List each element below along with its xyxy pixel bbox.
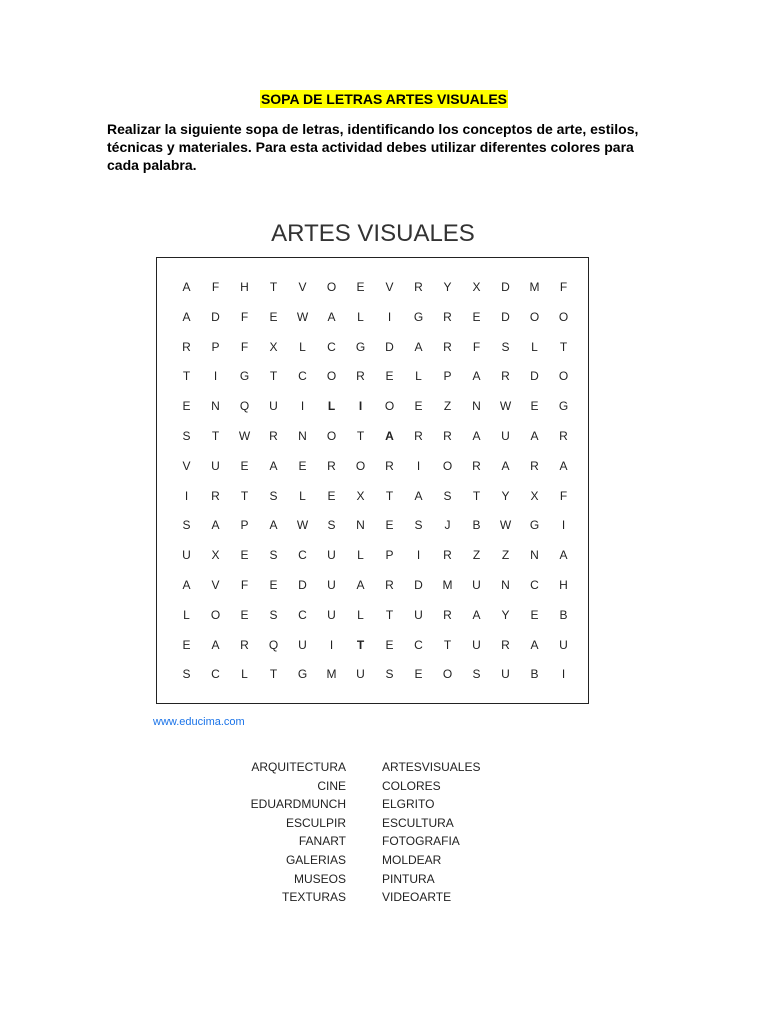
grid-letter: W	[296, 309, 309, 324]
grid-letter: R	[530, 458, 539, 473]
grid-letter: T	[269, 369, 278, 384]
worksheet-heading-text: SOPA DE LETRAS ARTES VISUALES	[260, 91, 508, 107]
grid-letter: L	[183, 607, 190, 622]
grid-letter: C	[211, 667, 220, 682]
grid-letter: I	[561, 518, 566, 533]
grid-letter: A	[501, 458, 510, 473]
grid-letter: O	[210, 607, 221, 622]
grid-letter: O	[326, 428, 337, 443]
grid-letter: H	[240, 280, 249, 294]
grid-letter: U	[356, 667, 365, 682]
grid-letter: R	[414, 428, 423, 443]
grid-letter: A	[530, 428, 539, 443]
grid-letter: S	[269, 548, 278, 563]
grid-letter: Y	[443, 280, 452, 294]
grid-letter: R	[182, 339, 191, 354]
grid-letter: U	[211, 458, 220, 473]
grid-letter: A	[269, 458, 278, 473]
grid-letter: A	[356, 577, 365, 592]
grid-letter: G	[413, 309, 424, 324]
puzzle-title: ARTES VISUALES	[271, 220, 475, 247]
grid-letter: N	[356, 518, 365, 533]
grid-letter: I	[358, 399, 363, 414]
grid-letter: A	[211, 518, 220, 533]
word-list-item: VIDEOARTE	[382, 890, 452, 905]
grid-letter: F	[559, 280, 568, 294]
grid-letter: L	[357, 548, 364, 563]
grid-letter: E	[530, 399, 539, 414]
grid-letter: F	[240, 309, 249, 324]
grid-letter: I	[387, 309, 392, 324]
grid-letter: P	[385, 548, 394, 563]
grid-letter: U	[327, 548, 336, 563]
grid-letter: D	[385, 339, 394, 354]
grid-letter: I	[184, 488, 189, 503]
grid-letter: R	[385, 458, 394, 473]
grid-letter: T	[472, 488, 481, 503]
grid-letter: N	[530, 548, 539, 563]
grid-letter: E	[385, 637, 394, 652]
grid-letter: C	[530, 577, 539, 592]
grid-letter: E	[269, 577, 278, 592]
grid-letter: E	[472, 309, 481, 324]
instructions-text: Realizar la siguiente sopa de letras, identificando los conceptos de arte, estilos, técnicas y materiales. Para esta actividad debes utilizar diferentes colores para cada palabra.	[107, 121, 639, 173]
grid-letter: R	[385, 577, 394, 592]
grid-letter: E	[356, 280, 365, 294]
grid-letter: E	[240, 548, 249, 563]
grid-letter: G	[239, 369, 250, 384]
grid-letter: O	[384, 399, 395, 414]
grid-letter: U	[414, 607, 423, 622]
grid-letter: P	[443, 369, 452, 384]
grid-letter: I	[329, 637, 334, 652]
grid-letter: D	[501, 280, 510, 294]
grid-letter: V	[298, 280, 307, 294]
grid-letter: H	[559, 577, 568, 592]
grid-letter: R	[559, 428, 568, 443]
grid-letter: E	[182, 637, 191, 652]
grid-letter: O	[326, 369, 337, 384]
grid-letter: B	[472, 518, 481, 533]
grid-letter: L	[299, 488, 306, 503]
grid-letter: F	[472, 339, 481, 354]
grid-letter: L	[415, 369, 422, 384]
grid-letter: W	[499, 518, 512, 533]
grid-letter: C	[298, 607, 307, 622]
grid-letter: E	[240, 458, 249, 473]
word-list-item: MUSEOS	[293, 871, 346, 886]
grid-letter: O	[326, 280, 337, 294]
website-link[interactable]: www.educima.com	[153, 716, 245, 728]
word-list-item: CINE	[317, 778, 346, 793]
grid-letter: R	[240, 637, 249, 652]
grid-letter: I	[300, 399, 305, 414]
word-list-item: PINTURA	[382, 871, 435, 886]
grid-letter: R	[443, 607, 452, 622]
grid-letter: S	[385, 667, 394, 682]
grid-letter: X	[356, 488, 365, 503]
grid-letter: I	[213, 369, 218, 384]
grid-letter: R	[356, 369, 365, 384]
grid-letter: S	[501, 339, 510, 354]
grid-letter: V	[385, 280, 394, 294]
grid-letter: S	[472, 667, 481, 682]
grid-letter: S	[182, 428, 191, 443]
grid-letter: C	[298, 548, 307, 563]
grid-letter: F	[240, 339, 249, 354]
grid-letter: T	[269, 667, 278, 682]
grid-letter: T	[211, 428, 220, 443]
grid-letter: F	[211, 280, 220, 294]
grid-letter: A	[414, 488, 423, 503]
grid-letter: Q	[239, 399, 250, 414]
grid-letter: E	[327, 488, 336, 503]
grid-letter: W	[499, 399, 512, 414]
grid-letter: M	[326, 667, 337, 682]
grid-letter: R	[443, 428, 452, 443]
grid-letter: T	[559, 339, 568, 354]
grid-letter: G	[355, 339, 366, 354]
grid-letter: O	[442, 458, 453, 473]
word-list-item: TEXTURAS	[281, 890, 346, 905]
grid-letter: U	[327, 607, 336, 622]
word-list-item: GALERIAS	[285, 852, 346, 867]
grid-letter: G	[558, 399, 569, 414]
grid-letter: A	[414, 339, 423, 354]
grid-letter: O	[558, 309, 569, 324]
grid-letter: W	[296, 518, 309, 533]
grid-letter: C	[414, 637, 423, 652]
grid-letter: L	[327, 399, 336, 414]
grid-letter: Z	[443, 399, 452, 414]
grid-letter: A	[182, 309, 191, 324]
grid-letter: S	[327, 518, 336, 533]
grid-letter: X	[530, 488, 539, 503]
grid-letter: I	[416, 548, 421, 563]
grid-letter: V	[211, 577, 220, 592]
grid-letter: U	[298, 637, 307, 652]
grid-letter: M	[529, 280, 540, 294]
grid-letter: E	[269, 309, 278, 324]
grid-letter: D	[530, 369, 539, 384]
grid-letter: U	[501, 428, 510, 443]
grid-letter: M	[442, 577, 453, 592]
grid-letter: D	[298, 577, 307, 592]
grid-letter: S	[269, 607, 278, 622]
grid-letter: B	[559, 607, 568, 622]
grid-letter: A	[211, 637, 220, 652]
grid-letter: O	[355, 458, 366, 473]
grid-letter: T	[385, 488, 394, 503]
grid-letter: Y	[501, 488, 510, 503]
word-search-grid	[172, 273, 578, 690]
grid-letter: R	[443, 548, 452, 563]
worksheet-heading	[0, 91, 768, 109]
word-list-item: ELGRITO	[382, 797, 435, 812]
grid-letter: J	[444, 518, 451, 533]
grid-letter: A	[559, 548, 568, 563]
grid-letter: G	[297, 667, 308, 682]
grid-letter: T	[443, 637, 452, 652]
grid-letter: T	[269, 280, 278, 294]
grid-letter: O	[442, 667, 453, 682]
grid-letter: N	[211, 399, 220, 414]
grid-letter: A	[472, 607, 481, 622]
grid-letter: N	[298, 428, 307, 443]
grid-letter: L	[357, 309, 364, 324]
grid-letter: Z	[472, 548, 481, 563]
word-list-item: EDUARDMUNCH	[250, 797, 346, 812]
word-list-item: ARQUITECTURA	[251, 760, 346, 774]
grid-letter: X	[269, 339, 278, 354]
grid-letter: E	[414, 667, 423, 682]
grid-letter: C	[327, 339, 336, 354]
grid-letter: E	[182, 399, 191, 414]
grid-letter: T	[356, 428, 365, 443]
grid-letter: P	[240, 518, 249, 533]
grid-letter: B	[530, 667, 539, 682]
grid-letter: T	[240, 488, 249, 503]
grid-letter: N	[472, 399, 481, 414]
word-list-item: FOTOGRAFIA	[382, 834, 460, 849]
grid-letter: D	[211, 309, 220, 324]
grid-letter: F	[559, 488, 568, 503]
grid-letter: E	[385, 369, 394, 384]
grid-letter: T	[356, 637, 365, 652]
grid-letter: U	[472, 637, 481, 652]
grid-letter: A	[182, 577, 191, 592]
grid-letter: E	[414, 399, 423, 414]
grid-letter: S	[182, 518, 191, 533]
grid-letter: X	[211, 548, 220, 563]
grid-letter: D	[414, 577, 423, 592]
grid-letter: Z	[501, 548, 510, 563]
grid-letter: P	[211, 339, 220, 354]
grid-letter: S	[443, 488, 452, 503]
grid-letter: L	[357, 607, 364, 622]
grid-letter: V	[182, 458, 191, 473]
word-list-item: COLORES	[382, 778, 441, 793]
grid-letter: A	[182, 280, 191, 294]
grid-letter: L	[299, 339, 306, 354]
grid-letter: R	[501, 637, 510, 652]
word-list-item: ARTESVISUALES	[382, 760, 481, 774]
grid-letter: E	[530, 607, 539, 622]
grid-letter: A	[472, 428, 481, 443]
grid-letter: S	[269, 488, 278, 503]
grid-letter: S	[414, 518, 423, 533]
grid-letter: W	[238, 428, 251, 443]
grid-letter: A	[385, 428, 394, 443]
grid-letter: R	[443, 309, 452, 324]
grid-letter: R	[443, 339, 452, 354]
grid-letter: N	[501, 577, 510, 592]
word-list-item: MOLDEAR	[382, 852, 442, 867]
word-list-item: ESCULTURA	[382, 815, 454, 830]
grid-letter: S	[182, 667, 191, 682]
word-list-right	[382, 758, 480, 907]
grid-letter: T	[182, 369, 191, 384]
grid-letter: R	[269, 428, 278, 443]
grid-letter: U	[269, 399, 278, 414]
word-list-left	[251, 758, 346, 907]
grid-letter: C	[298, 369, 307, 384]
grid-letter: U	[182, 548, 191, 563]
grid-letter: Y	[501, 607, 510, 622]
grid-letter: A	[327, 309, 336, 324]
grid-letter: R	[472, 458, 481, 473]
grid-letter: R	[211, 488, 220, 503]
grid-letter: E	[385, 518, 394, 533]
grid-letter: R	[414, 280, 423, 294]
grid-letter: A	[472, 369, 481, 384]
word-list-item: ESCULPIR	[285, 815, 346, 830]
grid-letter: L	[531, 339, 538, 354]
grid-letter: U	[327, 577, 336, 592]
grid-letter: T	[385, 607, 394, 622]
grid-letter: U	[472, 577, 481, 592]
grid-letter: O	[529, 309, 540, 324]
grid-letter: D	[501, 309, 510, 324]
grid-letter: U	[559, 637, 568, 652]
grid-letter: X	[472, 280, 481, 294]
grid-letter: L	[241, 667, 248, 682]
word-list-item: FANART	[298, 834, 346, 849]
grid-letter: R	[327, 458, 336, 473]
grid-letter: F	[240, 577, 249, 592]
grid-letter: I	[416, 458, 421, 473]
grid-letter: E	[298, 458, 307, 473]
grid-letter: O	[558, 369, 569, 384]
grid-letter: E	[240, 607, 249, 622]
word-search-box	[156, 257, 589, 704]
grid-letter: Q	[268, 637, 279, 652]
grid-letter: G	[529, 518, 540, 533]
grid-letter: A	[559, 458, 568, 473]
grid-letter: R	[501, 369, 510, 384]
grid-letter: A	[269, 518, 278, 533]
grid-letter: I	[561, 667, 566, 682]
grid-letter: A	[530, 637, 539, 652]
grid-letter: U	[501, 667, 510, 682]
